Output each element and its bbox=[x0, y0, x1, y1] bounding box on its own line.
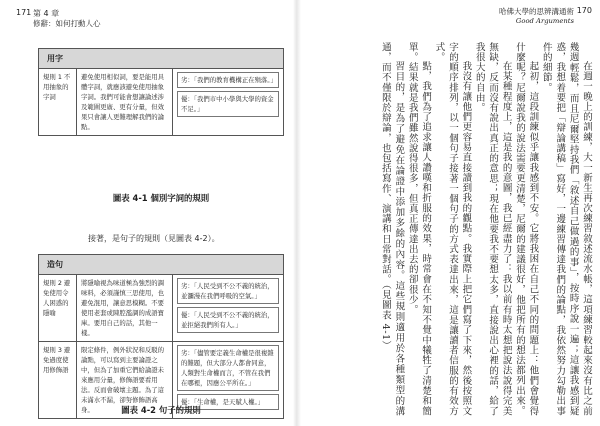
rule-cell: 規則 1 不用抽象的字詞 bbox=[39, 69, 77, 135]
bad-example: 劣：「儘管要定義生命權是很複雜的難題，但大部分人都會同意，人類對生命權而言，不管在我們在哪裡，因應公平所在。」 bbox=[177, 345, 279, 391]
book-gutter bbox=[293, 0, 301, 426]
table-header: 用字 bbox=[39, 49, 283, 69]
paragraph: 習目的，是為了避免在論證中添加多餘的內容。這些規則適用於各種類型的溝通，而不僅限於辯論，也包括寫作、演講和日常對話。（見圖表 4-1） bbox=[379, 42, 405, 416]
bad-example: 劣：「我們的教育機構正在殞落。」 bbox=[177, 72, 279, 88]
good-example: 優：「人民受到不公不義的統治，並拒絕我們所有人。」 bbox=[177, 307, 279, 333]
table-word-rules bbox=[38, 48, 284, 136]
figure-caption: 圖表 4-1 個別字詞的規則 bbox=[112, 193, 210, 203]
paragraph: 我沒有讓他們更容易直接讀到我的觀點。我實際上把它們寫了下來，然後按照文字的順序排列，以一個句子接著一個句子的方式表達出來，這是讓讀者信服的有效方式。 bbox=[433, 42, 472, 416]
rule-cell: 規則 2 避免使用令人困惑的隱喻 bbox=[39, 275, 77, 341]
body-text-line: 接著，是句子的規則（見圖表 4-2）。 bbox=[88, 234, 220, 243]
example-cell bbox=[173, 69, 283, 135]
chapter-label: 第 4 章 bbox=[33, 9, 60, 18]
bad-example: 劣：「人民受到不公不義的統治，並瀰漫在我們呼吸的空氣。」 bbox=[177, 278, 279, 304]
right-page-number: 170 bbox=[576, 6, 592, 15]
description-cell: 限定條件，例外狀況和反駁的論點，可以寫到主要論證之中，但為了加重它們給論證未來應用分量，修飾語要看用法。反而會破壞主題。為了這未滿水不漏，卻努修飾語高身。 bbox=[77, 342, 173, 418]
description-cell: 避免使用相似詞，要是能用具體字詞，就應該避免使用抽象字詞。我們可能會想讓論述涉及範圍更廣、更有分量，但效果只會讓人更難理解我們的論點。 bbox=[77, 69, 173, 135]
rule-cell: 規則 3 避免過度使用修飾語 bbox=[39, 342, 77, 418]
example-cell bbox=[173, 275, 283, 341]
paragraph: 起初，這段訓練似乎讓我感到不安。它將我困在自己不同的問題上：他們會覺得什麼呢？尼爾說我的說法需要更清楚，尼爾的建議很好，他把所有的想法都列出來。 bbox=[513, 42, 539, 416]
left-page bbox=[0, 0, 290, 426]
figure-caption: 圖表 4-2 句子的規則 bbox=[121, 405, 201, 415]
paragraph: 在某種程度上，這是我的意圖，我已經盡力了：我以前有時太想把說法說得完美無缺，反而沒有說出真正的意思；現在他要我不要想太多，直接說出心裡的話，給了我很大的自由。 bbox=[473, 42, 512, 416]
paragraph: 點，我們為了追求讓人讚嘆和折服的效果，時常會在不知不覺中犧牲了清楚和簡單。結果就是我們雖然說得很多，但真正傳達出去的卻很少。 bbox=[406, 42, 432, 416]
right-page bbox=[303, 0, 600, 426]
description-cell: 將隱喻視為味道極為強烈的調味料，必須謹慎三思使用，也避免混用，讓意思模糊。不要使用老套或陳腔濫調的成語寶庫。要用自己的話，其他一樣。 bbox=[77, 275, 173, 341]
running-title: 哈佛大學的思辨溝通術 bbox=[499, 7, 574, 16]
table-row bbox=[39, 69, 283, 135]
vertical-body-text bbox=[317, 42, 593, 416]
table-row bbox=[39, 275, 283, 342]
chapter-title: 修辭：如何打動人心 bbox=[33, 19, 101, 28]
good-example: 優：「我們市中小學與大學的資金不足。」 bbox=[177, 91, 279, 117]
table-sentence-rules bbox=[38, 254, 284, 419]
running-subtitle: Good Arguments bbox=[515, 17, 574, 25]
paragraph: 在週一晚上的訓練，大一新生再次練習敘述流水帳，這項練習較起來沒有比之前幾週輕鬆，而且尼爾堅持我們「敘述自己做過的事」，按時序說一遍；這讓我感到疑惑，我想着要把「辯論講稿」寫好，一邊練習傳達我們的論點，我依然努力勾勒出事件的細節。 bbox=[540, 42, 592, 416]
good-example: 優：「生命權，是天賦人權。」 bbox=[177, 394, 279, 410]
table-header: 造句 bbox=[39, 255, 283, 275]
left-page-number: 171 bbox=[16, 8, 32, 17]
